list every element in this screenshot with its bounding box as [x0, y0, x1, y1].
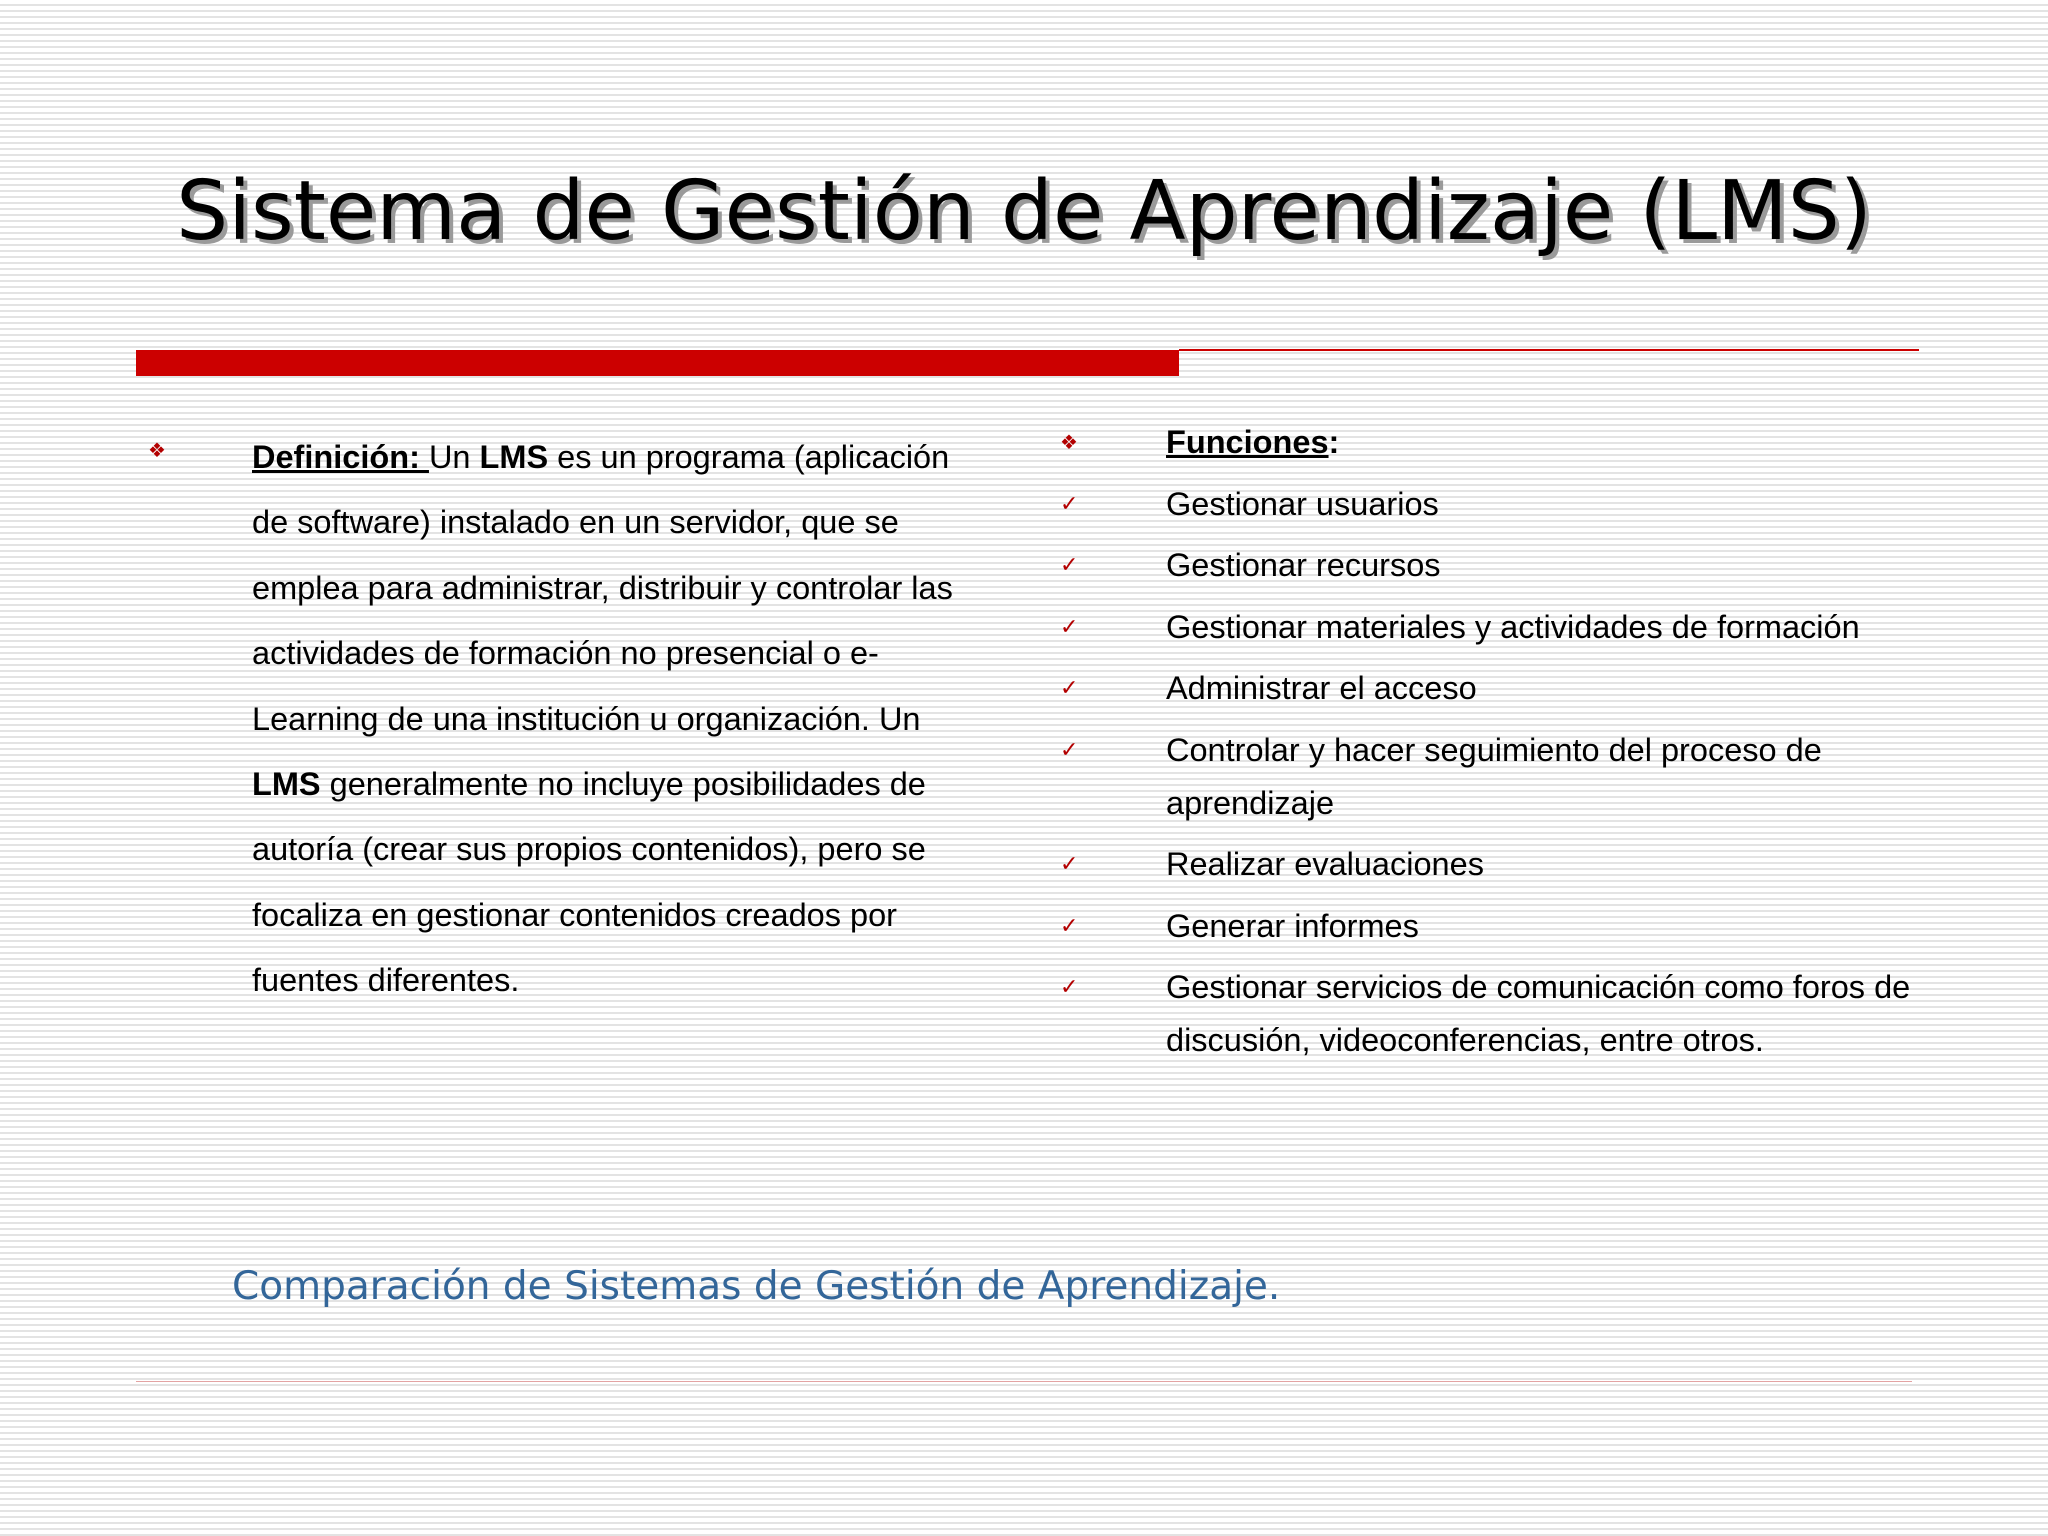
definition-bold-lms: LMS — [479, 439, 549, 475]
definition-text: es un programa (aplicación de software) instalado en un servidor, que se emplea para administrar, distribuir y controlar las actividades de formación no presencial o e-Learning de una institución u organización. Un — [252, 439, 953, 737]
list-item-text: Realizar evaluaciones — [1166, 846, 1484, 882]
list-item — [1058, 961, 1938, 1067]
checkmark-icon: ✓ — [1060, 614, 1079, 640]
list-item — [1058, 724, 1938, 830]
list-item-text: Gestionar materiales y actividades de formación — [1166, 608, 1860, 645]
functions-heading: ❖ Funciones: — [1058, 416, 1938, 469]
slide-title: Sistema de Gestión de Aprendizaje (LMS) — [176, 164, 1872, 259]
functions-list — [1058, 416, 1938, 1076]
checkmark-icon: ✓ — [1060, 737, 1079, 763]
title-underline-thick — [136, 350, 1179, 376]
list-item — [1058, 601, 1938, 654]
diamond-bullet-icon: ❖ — [148, 438, 166, 462]
list-item-text: Controlar y hacer seguimiento del proceso de aprendizaje — [1166, 731, 1822, 821]
definition-paragraph — [252, 425, 992, 1014]
definition-text: generalmente no incluye posibilidades de autoría (crear sus propios contenidos), pero se focaliza en gestionar contenidos creados por fuentes diferentes. — [252, 766, 926, 999]
checkmark-icon: ✓ — [1060, 676, 1079, 701]
checkmark-icon: ✓ — [1060, 975, 1079, 1000]
list-item — [1058, 900, 1938, 953]
checkmark-icon: ✓ — [1060, 852, 1079, 877]
comparison-link-text[interactable]: Comparación de Sistemas de Gestión de Aprendizaje — [232, 1264, 1268, 1309]
list-item-text: Gestionar recursos — [1166, 547, 1441, 583]
list-item-text: Gestionar usuarios — [1166, 485, 1439, 522]
list-item — [1058, 838, 1938, 891]
definition-bold-lms: LMS — [252, 766, 321, 803]
checkmark-icon: ✓ — [1060, 553, 1079, 578]
list-item-text: Gestionar servicios de comunicación como foros de discusión, videoconferencias, entre otros. — [1166, 969, 1911, 1058]
footer-divider — [136, 1381, 1912, 1382]
list-item-text: Administrar el acceso — [1166, 670, 1477, 706]
comparison-link-period: . — [1267, 1264, 1281, 1309]
diamond-bullet-icon: ❖ — [1060, 430, 1078, 454]
list-item — [1058, 478, 1938, 531]
list-item — [1058, 539, 1938, 592]
list-item-text: Generar informes — [1166, 907, 1419, 944]
checkmark-icon: ✓ — [1060, 491, 1079, 517]
comparison-link[interactable] — [232, 1262, 1280, 1312]
list-item — [1058, 662, 1938, 715]
functions-heading-text: Funciones — [1166, 424, 1329, 460]
definition-text: Un — [428, 439, 480, 475]
title-underline-thin — [1179, 349, 1919, 351]
checkmark-icon: ✓ — [1060, 913, 1079, 939]
definition-term: Definición: — [252, 439, 429, 475]
